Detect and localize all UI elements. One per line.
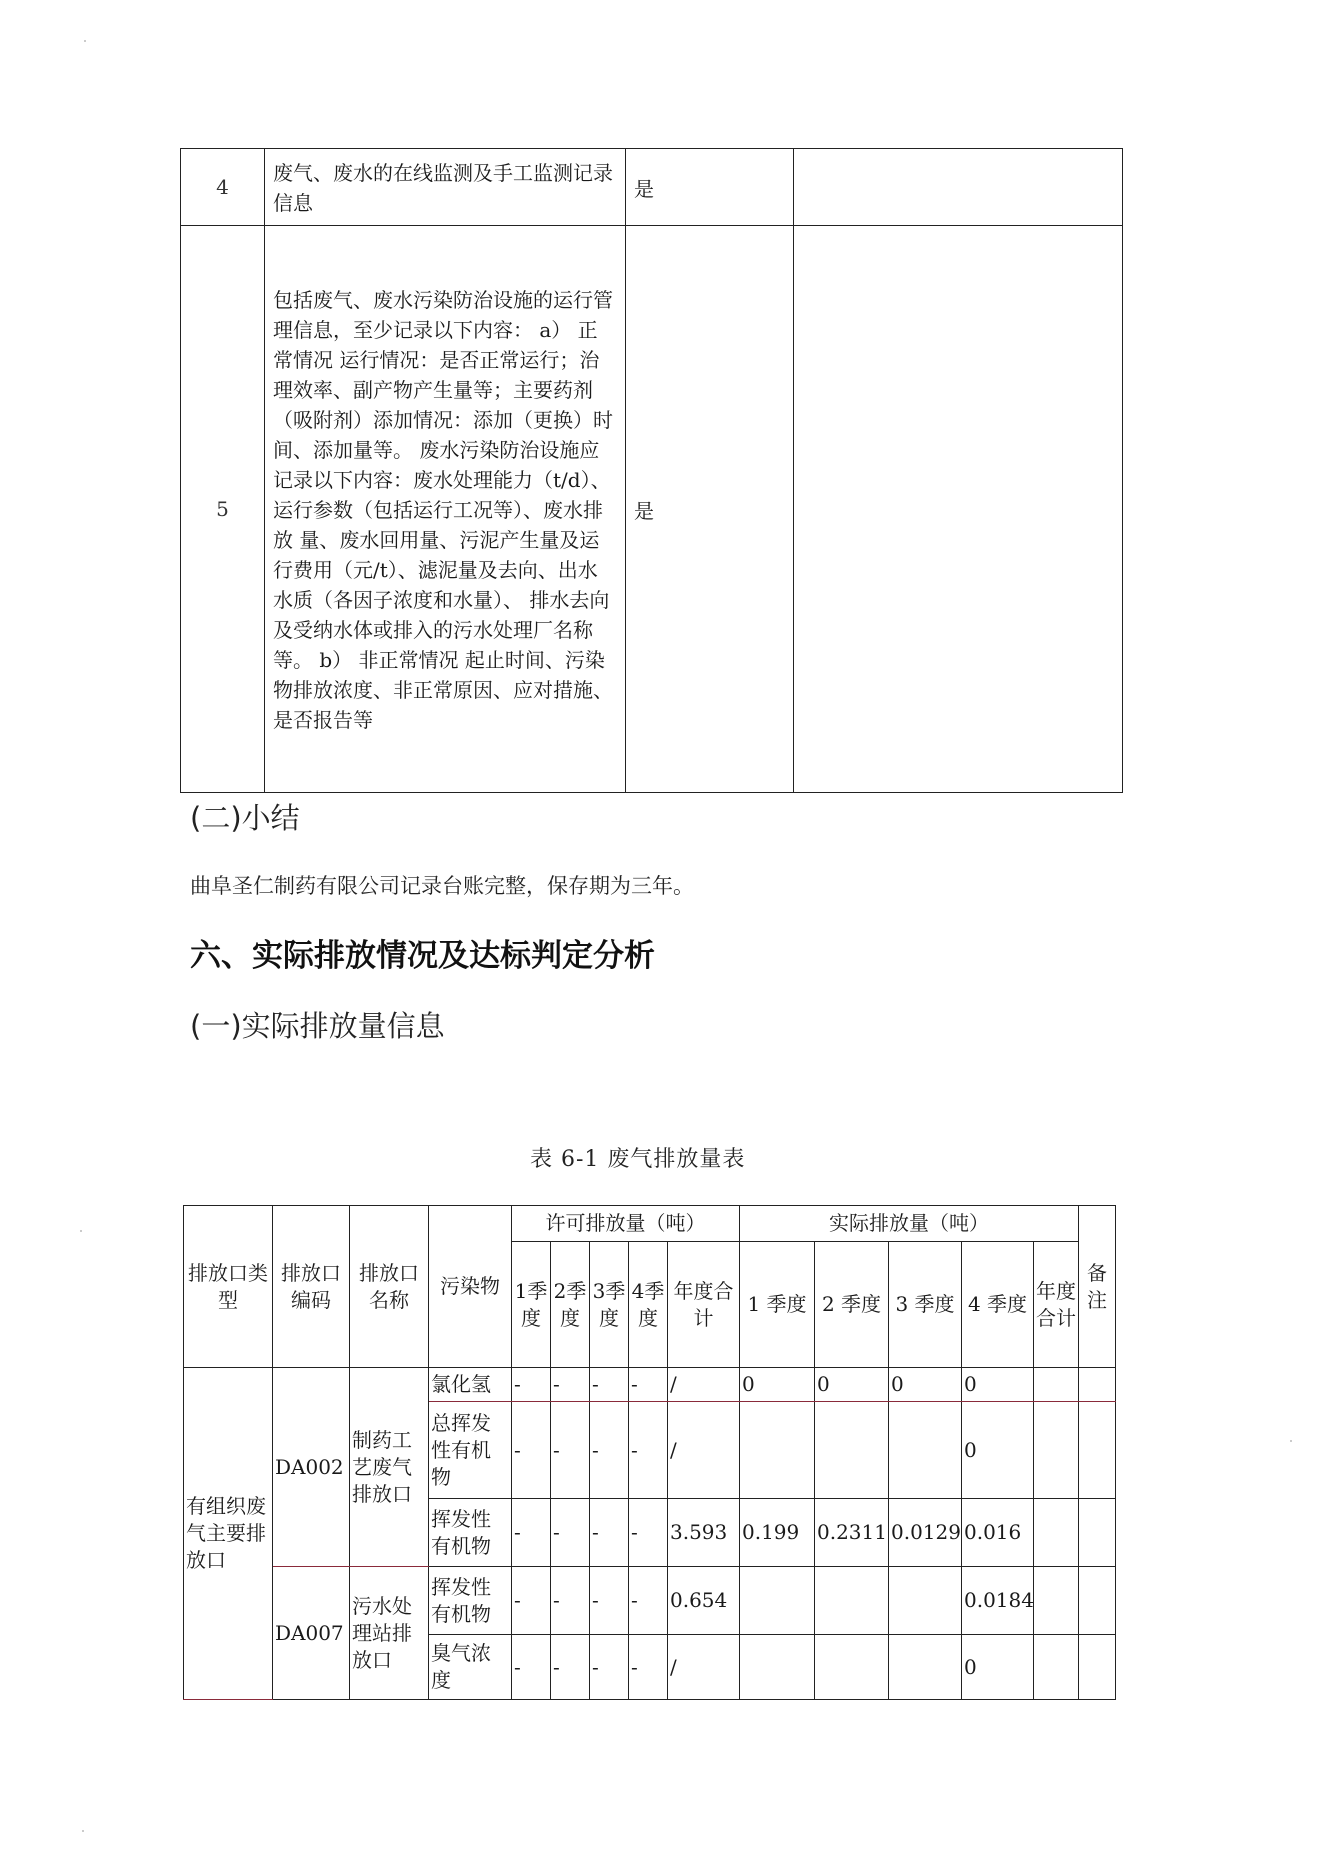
col-header-actual-q4: 4 季度 — [962, 1242, 1034, 1368]
col-header-outlet-type: 排放口类型 — [184, 1206, 273, 1368]
permit-q2: - — [551, 1499, 590, 1567]
outlet-name-cell: 制药工艺废气排放口 — [350, 1368, 429, 1567]
scan-speck — [1290, 1440, 1292, 1442]
actual-q3: 0.0129 — [889, 1499, 962, 1567]
col-header-outlet-name: 排放口名称 — [350, 1206, 429, 1368]
permit-q3: - — [590, 1567, 629, 1635]
actual-q1: 0.199 — [740, 1499, 815, 1567]
actual-q4: 0.016 — [962, 1499, 1034, 1567]
actual-annual — [1034, 1567, 1079, 1635]
permit-annual: 0.654 — [668, 1567, 740, 1635]
actual-annual — [1034, 1368, 1079, 1402]
row-number: 5 — [181, 226, 265, 793]
actual-annual — [1034, 1635, 1079, 1700]
permit-q2: - — [551, 1567, 590, 1635]
col-header-pollutant: 污染物 — [429, 1206, 512, 1368]
record-row — [181, 149, 1123, 226]
scan-speck — [82, 1830, 84, 1832]
outlet-code-cell: DA002 — [273, 1368, 350, 1567]
col-header-permit-q3: 3季度 — [590, 1242, 629, 1368]
section-heading: 六、实际排放情况及达标判定分析 — [190, 938, 655, 974]
pollutant-cell: 氯化氢 — [429, 1368, 512, 1402]
subsection-heading: (一)实际排放量信息 — [190, 1009, 445, 1043]
col-header-outlet-code: 排放口编码 — [273, 1206, 350, 1368]
permit-annual: / — [668, 1635, 740, 1700]
record-note — [794, 226, 1123, 793]
permit-q1: - — [512, 1368, 551, 1402]
permit-q2: - — [551, 1635, 590, 1700]
actual-q4: 0 — [962, 1368, 1034, 1402]
actual-q2 — [815, 1567, 889, 1635]
actual-q1: 0 — [740, 1368, 815, 1402]
permit-q1: - — [512, 1567, 551, 1635]
permit-q3: - — [590, 1402, 629, 1499]
pollutant-cell: 臭气浓度 — [429, 1635, 512, 1700]
permit-q4: - — [629, 1368, 668, 1402]
permit-q1: - — [512, 1635, 551, 1700]
col-header-actual-q1: 1 季度 — [740, 1242, 815, 1368]
permit-q3: - — [590, 1368, 629, 1402]
actual-q2: 0 — [815, 1368, 889, 1402]
scan-speck — [80, 1230, 82, 1232]
permit-annual: / — [668, 1368, 740, 1402]
permit-q2: - — [551, 1402, 590, 1499]
actual-q2: 0.2311 — [815, 1499, 889, 1567]
col-header-permit-q4: 4季度 — [629, 1242, 668, 1368]
table-row — [184, 1567, 1116, 1635]
actual-q4: 0 — [962, 1402, 1034, 1499]
permit-q1: - — [512, 1402, 551, 1499]
summary-heading: (二)小结 — [190, 801, 300, 835]
record-note — [794, 149, 1123, 226]
record-description: 包括废气、废水污染防治设施的运行管理信息，至少记录以下内容： a） 正常情况 运行情况：是否正常运行；治理效率、副产物产生量等；主要药剂（吸附剂）添加情况：添加（更换）时间、添加量等。 废水污染防治设施应记录以下内容：废水处理能力（t/d）、运行参数（包括运行工况等）、废水排放 量、废水回用量、污泥产生量及运行费用（元/t）、滤泥量及去向、出水水质（各因子浓度和水量）、 排水去向及受纳水体或排入的污水处理厂名称等。 b） 非正常情况 起止时间、污染物排放浓度、非正常原因、应对措施、是否报告等 — [265, 226, 626, 793]
remark-cell — [1079, 1402, 1116, 1499]
pollutant-cell: 挥发性有机物 — [429, 1567, 512, 1635]
actual-q4: 0 — [962, 1635, 1034, 1700]
record-status: 是 — [626, 149, 794, 226]
actual-q2 — [815, 1402, 889, 1499]
permit-q3: - — [590, 1635, 629, 1700]
actual-q3 — [889, 1567, 962, 1635]
col-header-permit-q1: 1季度 — [512, 1242, 551, 1368]
record-row — [181, 226, 1123, 793]
actual-q4: 0.0184 — [962, 1567, 1034, 1635]
col-header-actual-q3: 3 季度 — [889, 1242, 962, 1368]
record-description: 废气、废水的在线监测及手工监测记录信息 — [265, 149, 626, 226]
col-header-permit-annual: 年度合计 — [668, 1242, 740, 1368]
col-header-remark: 备注 — [1079, 1206, 1116, 1368]
permit-q1: - — [512, 1499, 551, 1567]
emission-table — [183, 1205, 1116, 1700]
pollutant-cell: 挥发性有机物 — [429, 1499, 512, 1567]
col-header-actual-annual: 年度合计 — [1034, 1242, 1079, 1368]
outlet-name-cell: 污水处理站排放口 — [350, 1567, 429, 1700]
outlet-type-cell: 有组织废气主要排放口 — [184, 1368, 273, 1700]
permit-q3: - — [590, 1499, 629, 1567]
actual-q1 — [740, 1567, 815, 1635]
table-row — [184, 1368, 1116, 1402]
actual-q1 — [740, 1402, 815, 1499]
record-table — [180, 148, 1123, 793]
actual-annual — [1034, 1402, 1079, 1499]
remark-cell — [1079, 1567, 1116, 1635]
col-header-permitted: 许可排放量（吨） — [512, 1206, 740, 1242]
col-header-actual: 实际排放量（吨） — [740, 1206, 1079, 1242]
permit-q4: - — [629, 1499, 668, 1567]
permit-q4: - — [629, 1635, 668, 1700]
actual-annual — [1034, 1499, 1079, 1567]
actual-q2 — [815, 1635, 889, 1700]
header-row — [184, 1206, 1116, 1242]
col-header-actual-q2: 2 季度 — [815, 1242, 889, 1368]
actual-q3 — [889, 1635, 962, 1700]
permit-q2: - — [551, 1368, 590, 1402]
permit-q4: - — [629, 1567, 668, 1635]
remark-cell — [1079, 1635, 1116, 1700]
actual-q3 — [889, 1402, 962, 1499]
remark-cell — [1079, 1499, 1116, 1567]
permit-annual: 3.593 — [668, 1499, 740, 1567]
outlet-code-cell: DA007 — [273, 1567, 350, 1700]
table-caption: 表 6-1 废气排放量表 — [530, 1147, 746, 1172]
actual-q1 — [740, 1635, 815, 1700]
row-number: 4 — [181, 149, 265, 226]
actual-q3: 0 — [889, 1368, 962, 1402]
permit-q4: - — [629, 1402, 668, 1499]
remark-cell — [1079, 1368, 1116, 1402]
record-status: 是 — [626, 226, 794, 793]
col-header-permit-q2: 2季度 — [551, 1242, 590, 1368]
pollutant-cell: 总挥发性有机物 — [429, 1402, 512, 1499]
permit-annual: / — [668, 1402, 740, 1499]
scan-speck — [84, 40, 86, 42]
summary-text: 曲阜圣仁制药有限公司记录台账完整，保存期为三年。 — [190, 874, 694, 898]
